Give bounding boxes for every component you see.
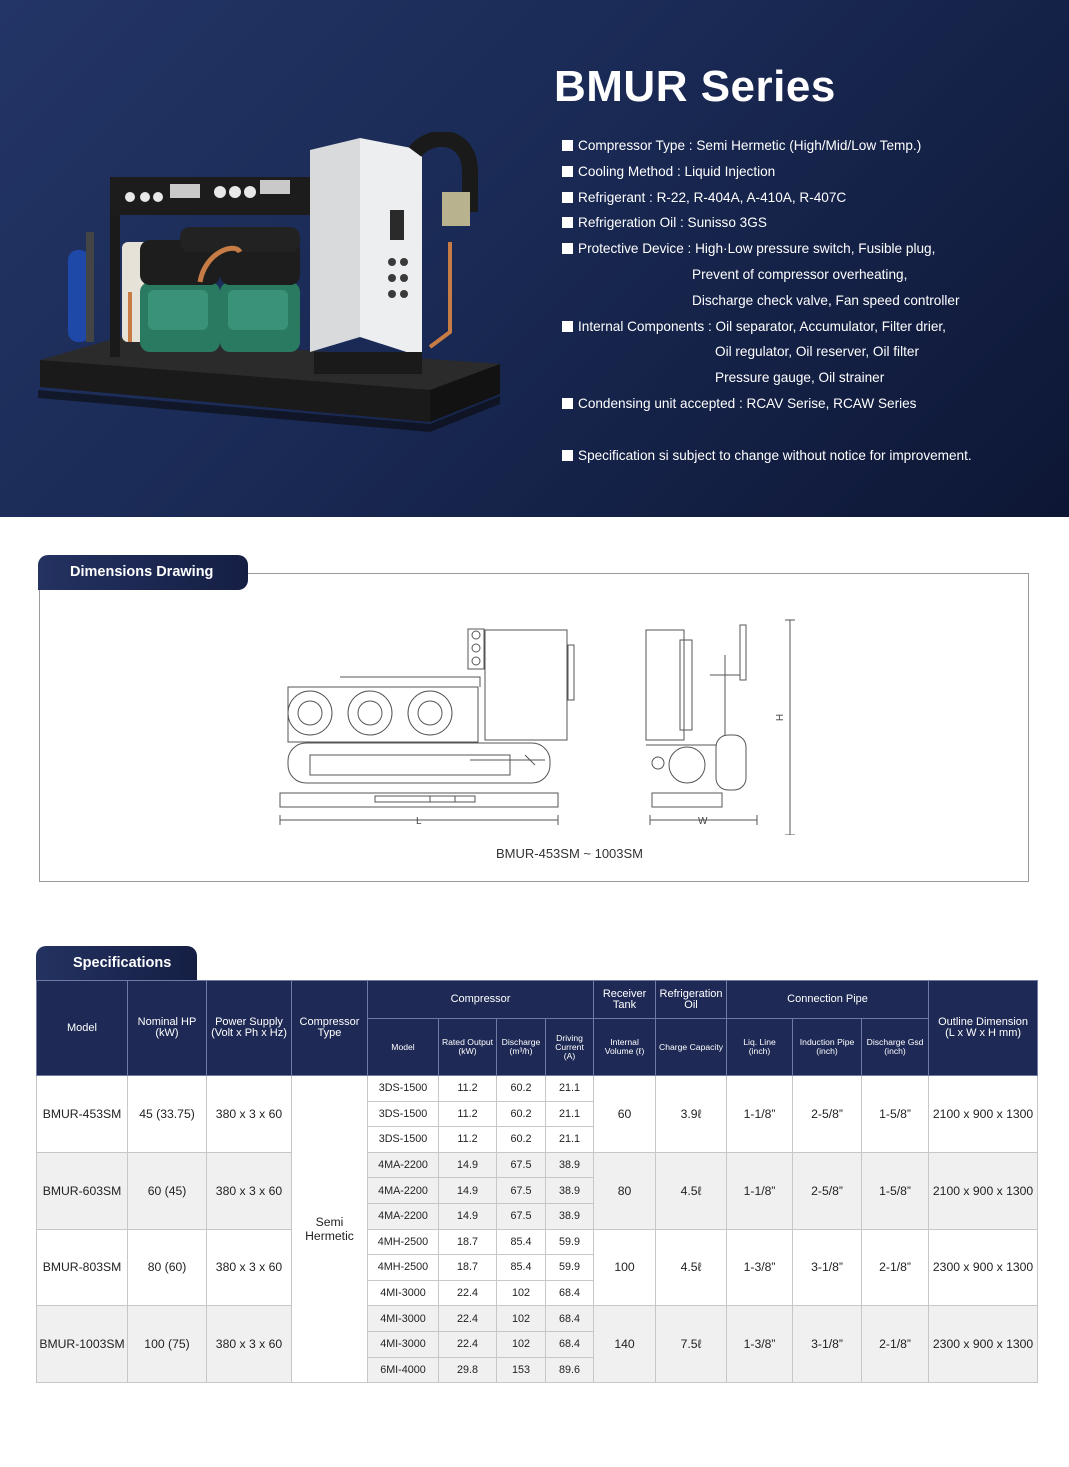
- cell-current: 21.1: [546, 1127, 594, 1153]
- cell-hp: 80 (60): [128, 1229, 207, 1306]
- condensing-unit-photo: [30, 132, 510, 452]
- header-discharge-gsd: Discharge Gsd (inch): [862, 1019, 929, 1076]
- header-rated-output: Rated Output (kW): [439, 1019, 497, 1076]
- header-induction-pipe: Induction Pipe (inch): [793, 1019, 862, 1076]
- cell-liq-line: 1-3/8”: [727, 1306, 793, 1383]
- cell-outline: 2300 x 900 x 1300: [929, 1229, 1038, 1306]
- specifications-tab: Specifications: [36, 946, 197, 981]
- feature-item: Compressor Type : Semi Hermetic (High/Mid/Low Temp.): [562, 133, 972, 159]
- header-compressor: Compressor: [368, 981, 594, 1019]
- page-title: BMUR Series: [554, 62, 836, 111]
- length-label: L: [416, 816, 422, 827]
- table-row: [37, 1306, 1038, 1332]
- cell-tank: 80: [594, 1152, 656, 1229]
- cell-discharge: 67.5: [497, 1152, 546, 1178]
- cell-tank: 60: [594, 1076, 656, 1153]
- cell-current: 68.4: [546, 1280, 594, 1306]
- cell-discharge: 60.2: [497, 1127, 546, 1153]
- cell-comp-model: 3DS-1500: [368, 1127, 439, 1153]
- cell-model: BMUR-453SM: [37, 1076, 128, 1153]
- header-internal-volume: Internal Volume (ℓ): [594, 1019, 656, 1076]
- cell-induction-pipe: 3-1/8”: [793, 1229, 862, 1306]
- cell-discharge: 153: [497, 1357, 546, 1383]
- cell-outline: 2300 x 900 x 1300: [929, 1306, 1038, 1383]
- cell-rated-output: 22.4: [439, 1306, 497, 1332]
- header-model: Model: [37, 981, 128, 1076]
- cell-comp-model: 4MA-2200: [368, 1152, 439, 1178]
- cell-power: 380 x 3 x 60: [207, 1076, 292, 1153]
- cell-rated-output: 14.9: [439, 1178, 497, 1204]
- cell-comp-model: 4MH-2500: [368, 1229, 439, 1255]
- header-compressor-type: Compressor Type: [292, 981, 368, 1076]
- cell-hp: 60 (45): [128, 1152, 207, 1229]
- cell-discharge-gsd: 2-1/8”: [862, 1306, 929, 1383]
- cell-rated-output: 11.2: [439, 1101, 497, 1127]
- header-comp-model: Model: [368, 1019, 439, 1076]
- cell-discharge: 102: [497, 1331, 546, 1357]
- cell-current: 59.9: [546, 1255, 594, 1281]
- cell-tank: 100: [594, 1229, 656, 1306]
- header-nominal-hp: Nominal HP (kW): [128, 981, 207, 1076]
- cell-discharge: 67.5: [497, 1203, 546, 1229]
- table-row: [37, 1076, 1038, 1102]
- header-driving-current: Driving Current (A): [546, 1019, 594, 1076]
- header-connection-pipe: Connection Pipe: [727, 981, 929, 1019]
- cell-comp-model: 4MH-2500: [368, 1255, 439, 1281]
- feature-item: Specification si subject to change without notice for improvement.: [562, 443, 972, 469]
- feature-item: Condensing unit accepted : RCAV Serise, RCAW Series: [562, 391, 972, 417]
- cell-rated-output: 22.4: [439, 1331, 497, 1357]
- dimensions-tab: Dimensions Drawing: [38, 555, 248, 590]
- cell-comp-model: 4MA-2200: [368, 1178, 439, 1204]
- cell-rated-output: 14.9: [439, 1203, 497, 1229]
- cell-rated-output: 14.9: [439, 1152, 497, 1178]
- header-receiver-tank: Receiver Tank: [594, 981, 656, 1019]
- cell-rated-output: 18.7: [439, 1229, 497, 1255]
- cell-oil: 7.5ℓ: [656, 1306, 727, 1383]
- feature-item: Refrigeration Oil : Sunisso 3GS: [562, 210, 972, 236]
- header-outline-dimension: Outline Dimension (L x W x H mm): [929, 981, 1038, 1076]
- cell-comp-model: 6MI-4000: [368, 1357, 439, 1383]
- header-refrigeration-oil: Refrigeration Oil: [656, 981, 727, 1019]
- feature-item: Cooling Method : Liquid Injection: [562, 159, 972, 185]
- cell-model: BMUR-1003SM: [37, 1306, 128, 1383]
- cell-discharge: 102: [497, 1306, 546, 1332]
- cell-current: 21.1: [546, 1101, 594, 1127]
- cell-discharge: 60.2: [497, 1076, 546, 1102]
- dimensions-drawing: [270, 615, 810, 835]
- header-liq-line: Liq. Line (inch): [727, 1019, 793, 1076]
- cell-power: 380 x 3 x 60: [207, 1229, 292, 1306]
- cell-oil: 3.9ℓ: [656, 1076, 727, 1153]
- specifications-table: [36, 980, 1038, 1383]
- feature-list: [562, 133, 972, 468]
- cell-current: 21.1: [546, 1076, 594, 1102]
- cell-comp-model: 3DS-1500: [368, 1101, 439, 1127]
- cell-current: 38.9: [546, 1178, 594, 1204]
- cell-outline: 2100 x 900 x 1300: [929, 1076, 1038, 1153]
- cell-comp-model: 3DS-1500: [368, 1076, 439, 1102]
- feature-item: Refrigerant : R-22, R-404A, A-410A, R-407C: [562, 185, 972, 211]
- cell-current: 68.4: [546, 1306, 594, 1332]
- width-label: W: [698, 816, 708, 827]
- cell-outline: 2100 x 900 x 1300: [929, 1152, 1038, 1229]
- drawing-caption: BMUR-453SM ~ 1003SM: [495, 846, 644, 861]
- cell-hp: 45 (33.75): [128, 1076, 207, 1153]
- cell-tank: 140: [594, 1306, 656, 1383]
- feature-continuation: Discharge check valve, Fan speed controller: [692, 292, 960, 308]
- cell-oil: 4.5ℓ: [656, 1229, 727, 1306]
- cell-rated-output: 29.8: [439, 1357, 497, 1383]
- cell-power: 380 x 3 x 60: [207, 1152, 292, 1229]
- cell-comp-model: 4MA-2200: [368, 1203, 439, 1229]
- cell-discharge: 85.4: [497, 1229, 546, 1255]
- cell-compressor-type: Semi Hermetic: [292, 1076, 368, 1383]
- cell-induction-pipe: 3-1/8”: [793, 1306, 862, 1383]
- cell-rated-output: 18.7: [439, 1255, 497, 1281]
- cell-discharge-gsd: 1-5/8”: [862, 1152, 929, 1229]
- cell-current: 68.4: [546, 1331, 594, 1357]
- hero-banner: [0, 0, 1069, 517]
- cell-liq-line: 1-1/8”: [727, 1152, 793, 1229]
- cell-discharge-gsd: 1-5/8”: [862, 1076, 929, 1153]
- cell-discharge: 102: [497, 1280, 546, 1306]
- cell-model: BMUR-603SM: [37, 1152, 128, 1229]
- cell-hp: 100 (75): [128, 1306, 207, 1383]
- cell-rated-output: 22.4: [439, 1280, 497, 1306]
- cell-induction-pipe: 2-5/8”: [793, 1152, 862, 1229]
- cell-discharge: 85.4: [497, 1255, 546, 1281]
- cell-model: BMUR-803SM: [37, 1229, 128, 1306]
- header-power-supply: Power Supply (Volt x Ph x Hz): [207, 981, 292, 1076]
- cell-current: 89.6: [546, 1357, 594, 1383]
- table-row: [37, 1229, 1038, 1255]
- feature-item: Internal Components : Oil separator, Accumulator, Filter drier, Oil regulator, Oil reserver, Oil filter Pressure gauge, Oil strainer: [562, 314, 972, 391]
- cell-comp-model: 4MI-3000: [368, 1331, 439, 1357]
- cell-current: 38.9: [546, 1203, 594, 1229]
- cell-comp-model: 4MI-3000: [368, 1280, 439, 1306]
- cell-current: 59.9: [546, 1229, 594, 1255]
- cell-power: 380 x 3 x 60: [207, 1306, 292, 1383]
- cell-rated-output: 11.2: [439, 1076, 497, 1102]
- header-discharge: Discharge (m³/h): [497, 1019, 546, 1076]
- cell-oil: 4.5ℓ: [656, 1152, 727, 1229]
- cell-rated-output: 11.2: [439, 1127, 497, 1153]
- cell-comp-model: 4MI-3000: [368, 1306, 439, 1332]
- feature-item: Protective Device : High·Low pressure switch, Fusible plug, Prevent of compressor overheating, Discharge check valve, Fan speed controller: [562, 236, 972, 313]
- cell-discharge-gsd: 2-1/8”: [862, 1229, 929, 1306]
- cell-liq-line: 1-1/8”: [727, 1076, 793, 1153]
- feature-continuation: Prevent of compressor overheating,: [692, 266, 908, 282]
- table-row: [37, 1152, 1038, 1178]
- header-charge-capacity: Charge Capacity: [656, 1019, 727, 1076]
- feature-continuation: Pressure gauge, Oil strainer: [715, 370, 885, 386]
- cell-discharge: 60.2: [497, 1101, 546, 1127]
- height-label: H: [775, 713, 787, 722]
- cell-liq-line: 1-3/8”: [727, 1229, 793, 1306]
- cell-discharge: 67.5: [497, 1178, 546, 1204]
- cell-current: 38.9: [546, 1152, 594, 1178]
- cell-induction-pipe: 2-5/8”: [793, 1076, 862, 1153]
- feature-continuation: Oil regulator, Oil reserver, Oil filter: [715, 344, 919, 360]
